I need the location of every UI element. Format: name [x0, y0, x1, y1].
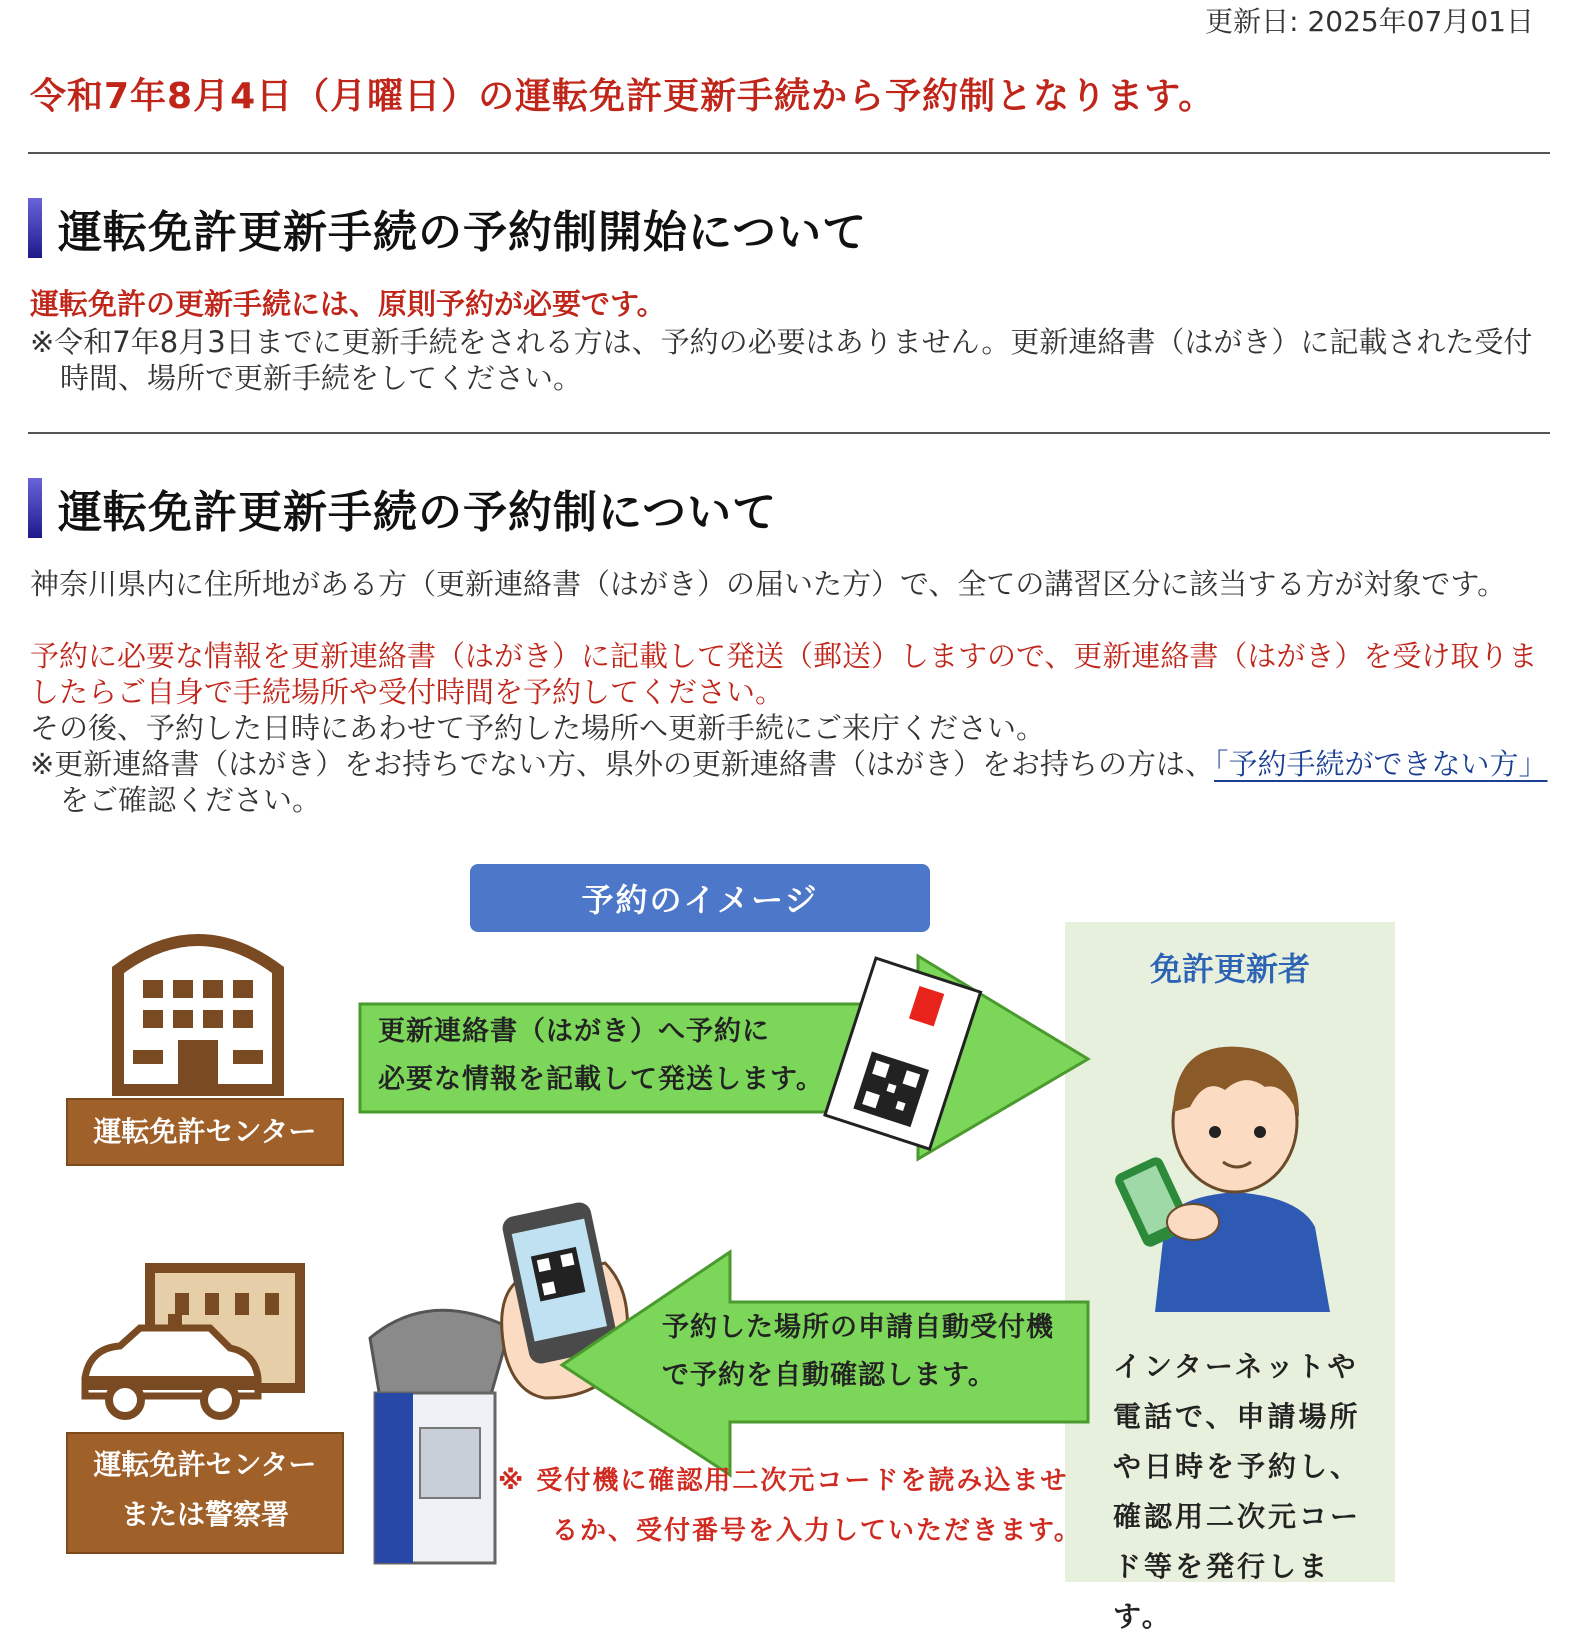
heading-text: 運転免許更新手続の予約制について: [58, 487, 778, 538]
divider: [28, 432, 1550, 434]
kiosk-note-line1: ※ 受付機に確認用二次元コードを読み込ませ: [498, 1466, 1069, 1496]
arrow2-line2: で予約を自動確認します。: [662, 1360, 996, 1391]
heading-bar: [28, 198, 42, 258]
reservation-notice: 令和7年8月4日（月曜日）の運転免許更新手続から予約制となります。: [30, 76, 1216, 117]
station-label-line2: または警察署: [120, 1498, 289, 1531]
visit-instruction-text: その後、予約した日時にあわせて予約した場所へ更新手続にご来庁ください。: [30, 711, 1046, 745]
license-center-building-icon: [108, 920, 288, 1090]
arrow2-line1: 予約した場所の申請自動受付機: [662, 1312, 1054, 1343]
reservation-instruction-text: 予約に必要な情報を更新連絡書（はがき）に記載して発送（郵送）しますので、更新連絡書（はがき）を受け取りましたらご自身で手続場所や受付時間を予約してください。: [30, 639, 1538, 709]
cannot-reserve-link[interactable]: 「予約手続ができない方」: [1214, 747, 1548, 781]
section-heading-system: [28, 476, 777, 540]
station-label: [66, 1432, 344, 1554]
kiosk-note-line2: るか、受付番号を入力していただきます。: [552, 1516, 1082, 1546]
no-postcard-note: [30, 746, 1560, 818]
section-heading-start: [28, 196, 867, 260]
arrow1-line1: 更新連絡書（はがき）へ予約に: [378, 1016, 770, 1047]
renewer-title: 免許更新者: [1149, 950, 1310, 988]
reservation-required-text: 運転免許の更新手続には、原則予約が必要です。: [30, 287, 666, 321]
illustration-title: 予約のイメージ: [470, 864, 930, 932]
station-label-line1: 運転免許センター: [93, 1448, 317, 1481]
eligibility-text: 神奈川県内に住所地がある方（更新連絡書（はがき）の届いた方）で、全ての講習区分に該当する方が対象です。: [30, 567, 1507, 601]
arrow2-text: [662, 1304, 1054, 1400]
transition-note: ※令和7年8月3日までに更新手続をされる方は、予約の必要はありません。更新連絡書（はがき）に記載された受付時間、場所で更新手続をしてください。: [30, 325, 1533, 395]
reservation-illustration: [60, 858, 1400, 1633]
updated-date: 更新日: 2025年07月01日: [1205, 5, 1534, 38]
kiosk-note: [498, 1456, 1082, 1556]
renewer-text: インターネットや電話で、申請場所や日時を予約し、確認用二次元コード等を発行します。: [1113, 1350, 1362, 1633]
heading-text: 運転免許更新手続の予約制開始について: [58, 207, 868, 258]
arrow1-line2: 必要な情報を記載して発送します。: [378, 1064, 824, 1095]
note-prefix: ※更新連絡書（はがき）をお持ちでない方、県外の更新連絡書（はがき）をお持ちの方は、: [30, 747, 1215, 781]
note-suffix: をご確認ください。: [60, 783, 322, 817]
person-with-phone-icon: [1115, 1012, 1355, 1312]
arrow1-text: [378, 1008, 824, 1104]
divider: [28, 152, 1550, 154]
heading-bar: [28, 478, 42, 538]
police-station-icon: [80, 1258, 310, 1428]
license-center-label: 運転免許センター: [66, 1098, 344, 1166]
renewer-panel: [1065, 922, 1395, 1633]
postcard-qr-icon: [832, 966, 972, 1146]
